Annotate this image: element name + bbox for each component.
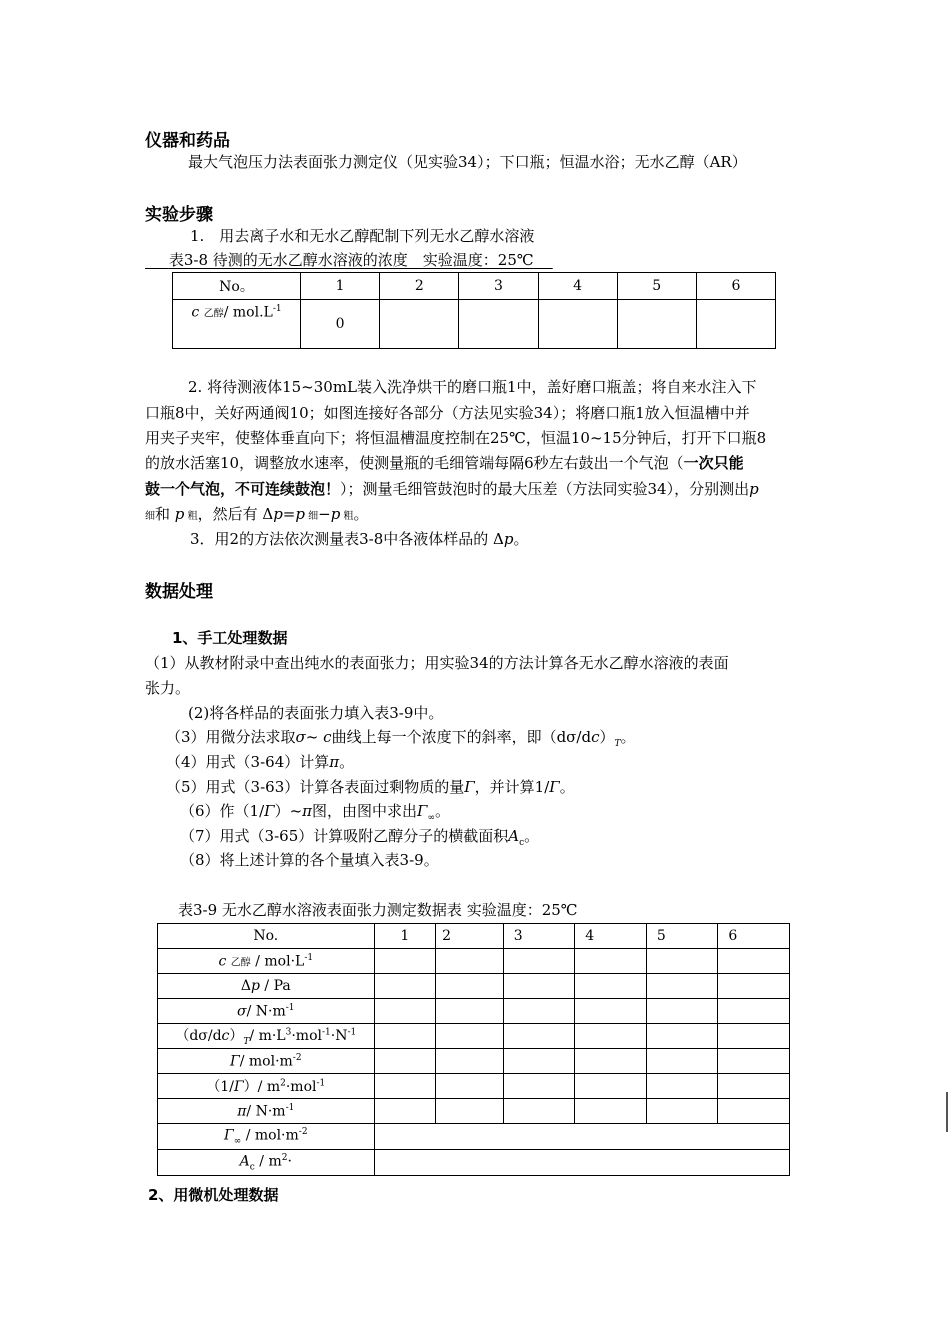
header-cell: 5 [617, 273, 696, 300]
surface-tension-data-table [157, 923, 790, 1176]
row-label-gamma-infinity: $\Gamma_\infty / mol\cdot m^{-2}$ [158, 1124, 375, 1150]
table-cell [696, 300, 775, 349]
table-row [158, 1124, 790, 1150]
section-title-instruments: 仪器和药品 [145, 131, 230, 151]
row-label-concentration: c 乙醇 / $mol\cdot L^{-1}$ [158, 949, 375, 974]
item-6: （6）作（1/Γ）~π图，由图中求出$\Gamma_\infty$。 [180, 802, 450, 823]
row-label-gamma: Γ/ $mol\cdot m^{-2}$ [158, 1049, 375, 1074]
table-row [158, 949, 790, 974]
table-row [158, 1099, 790, 1124]
row-label: c 乙醇/ $mol.L^{-1}$ [173, 300, 301, 349]
margin-mark [946, 1092, 948, 1132]
table-3-8-caption: 表3-8 待测的无水乙醇水溶液的浓度 实验温度：25℃ [168, 251, 534, 269]
instruments-text: 最大气泡压力法表面张力测定仪（见实验34）；下口瓶；恒温水浴；无水乙醇（AR） [188, 153, 747, 171]
header-cell: 6 [718, 924, 790, 949]
table-3-9-caption: 表3-9 无水乙醇水溶液表面张力测定数据表 实验温度：25℃ [178, 901, 578, 919]
item-3: （3）用微分法求取σ~ c曲线上每一个浓度下的斜率，即$(d\sigma/dc)_T$。 [166, 728, 636, 749]
merged-cell [374, 1124, 789, 1150]
table-row [158, 1150, 790, 1176]
step-2-line-1: 2. 将待测液体15~30mL装入洗净烘干的磨口瓶1中，盖好磨口瓶盖；将自来水注入下 [188, 378, 757, 396]
subsection-computer: 2、用微机处理数据 [148, 1186, 279, 1204]
table-row [158, 974, 790, 999]
table-header-row [158, 924, 790, 949]
item-1-line-1: （1）从教材附录中查出纯水的表面张力；用实验34的方法计算各无水乙醇水溶液的表面 [145, 654, 729, 672]
header-cell: 6 [696, 273, 775, 300]
section-title-data: 数据处理 [145, 582, 213, 602]
table-row [158, 1049, 790, 1074]
header-cell: 2 [380, 273, 459, 300]
step-2-line-3: 用夹子夹牢，使整体垂直向下；将恒温槽温度控制在25℃，恒温10~15分钟后，打开下口瓶8 [145, 429, 767, 447]
header-cell: 3 [459, 273, 538, 300]
section-title-steps: 实验步骤 [145, 205, 213, 225]
step-2-line-6: 细和 p 粗，然后有 Δp=p 细−p 粗。 [145, 505, 369, 523]
header-cell: 1 [301, 273, 380, 300]
header-cell: No. [158, 924, 375, 949]
row-label-sigma: σ/ $N\cdot m^{-1}$ [158, 999, 375, 1024]
step-2-line-5: 鼓一个气泡，不可连续鼓泡！）；测量毛细管鼓泡时的最大压差（方法同实验34），分别测出p [145, 480, 759, 498]
header-cell: 1 [374, 924, 436, 949]
table-row [173, 300, 776, 349]
header-cell: 5 [646, 924, 718, 949]
step-2-line-2: 口瓶8中，关好两通阀10；如图连接好各部分（方法见实验34）；将磨口瓶1放入恒温槽中并 [145, 404, 750, 422]
item-4: （4）用式（3-64）计算π。 [166, 753, 355, 771]
merged-cell [374, 1150, 789, 1176]
item-1-line-2: 张力。 [145, 679, 191, 697]
table-cell: 0 [301, 300, 380, 349]
item-2: (2)将各样品的表面张力填入表3-9中。 [188, 704, 444, 722]
item-5: （5）用式（3-63）计算各表面过剩物质的量Γ，并计算1/Γ。 [166, 778, 575, 796]
item-8: （8）将上述计算的各个量填入表3-9。 [180, 851, 439, 869]
table-row [158, 1074, 790, 1099]
table-header-row [173, 273, 776, 300]
header-cell: No。 [173, 273, 301, 300]
table-cell [617, 300, 696, 349]
header-cell: 4 [538, 273, 617, 300]
row-label-inverse-gamma: （1/Γ）/ $m^2\cdot mol^{-1}$ [158, 1074, 375, 1099]
step-1: 1. 用去离子水和无水乙醇配制下列无水乙醇水溶液 [190, 227, 535, 245]
row-label-pi: π/ $N\cdot m^{-1}$ [158, 1099, 375, 1124]
table-cell [459, 300, 538, 349]
concentration-table [172, 272, 776, 349]
row-label-area: $A_c / m^2\cdot$ [158, 1150, 375, 1176]
table-row [158, 1024, 790, 1049]
table-row [158, 999, 790, 1024]
header-cell: 2 [436, 924, 504, 949]
item-7: （7）用式（3-65）计算吸附乙醇分子的横截面积$A_c$。 [180, 827, 540, 848]
table-cell [380, 300, 459, 349]
header-cell: 3 [503, 924, 575, 949]
subsection-manual: 1、手工处理数据 [172, 629, 288, 647]
table-cell [538, 300, 617, 349]
step-2-line-4: 的放水活塞10，调整放水速率，使测量瓶的毛细管端每隔6秒左右鼓出一个气泡（一次只能 [145, 454, 744, 472]
header-cell: 4 [575, 924, 647, 949]
step-3: 3．用2的方法依次测量表3-8中各液体样品的 Δp。 [190, 530, 529, 548]
row-label-slope: $(d\sigma/dc)_T/$ $m\cdot L^3\cdot mol^{-1}\cdot N^{-1}$ [158, 1024, 375, 1049]
row-label-pressure: Δp / Pa [158, 974, 375, 999]
